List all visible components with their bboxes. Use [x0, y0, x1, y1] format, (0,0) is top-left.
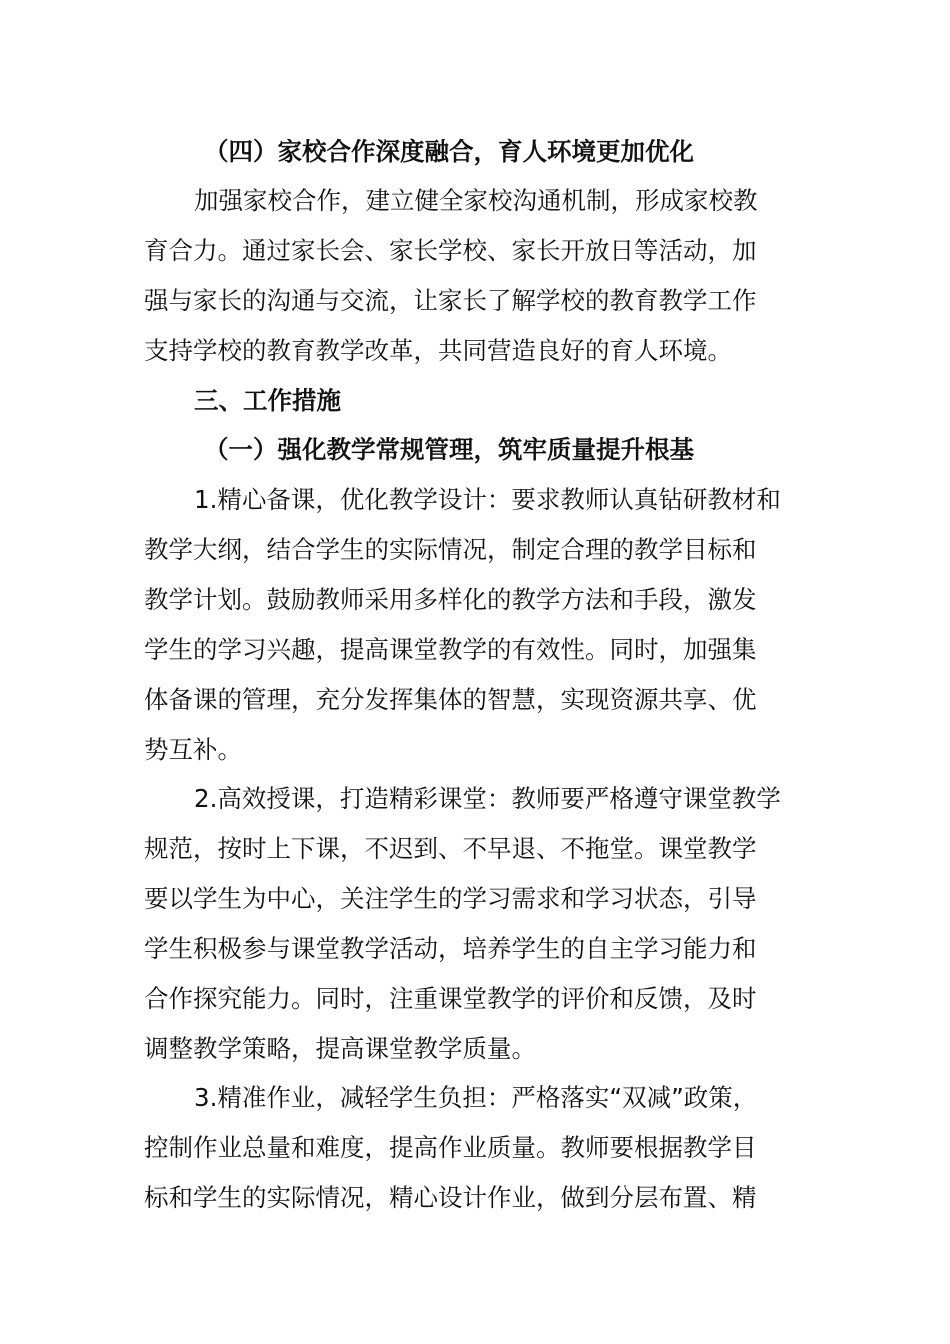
paragraph-line: 2.高效授课，打造精彩课堂：教师要严格遵守课堂教学 — [194, 784, 781, 813]
paragraph-line: 育合力。通过家长会、家长学校、家长开放日等活动，加 — [144, 236, 757, 265]
paragraph-line: 调整教学策略，提高课堂教学质量。 — [144, 1034, 536, 1063]
paragraph-line: 3.精准作业，减轻学生负担：严格落实“双减”政策， — [194, 1083, 758, 1112]
paragraph-line: 标和学生的实际情况，精心设计作业，做到分层布置、精 — [144, 1183, 757, 1212]
paragraph-line: 势互补。 — [144, 735, 242, 764]
section-heading: （一）强化教学常规管理，筑牢质量提升根基 — [204, 435, 694, 464]
paragraph-line: 学生的学习兴趣，提高课堂教学的有效性。同时，加强集 — [144, 635, 757, 664]
paragraph-line: 学生积极参与课堂教学活动，培养学生的自主学习能力和 — [144, 934, 757, 963]
paragraph-line: 控制作业总量和难度，提高作业质量。教师要根据教学目 — [144, 1133, 757, 1162]
chapter-heading: 三、工作措施 — [194, 386, 341, 415]
paragraph-line: 规范，按时上下课，不迟到、不早退、不拖堂。课堂教学 — [144, 834, 757, 863]
paragraph-line: 1.精心备课，优化教学设计：要求教师认真钻研教材和 — [194, 485, 781, 514]
paragraph-line: 要以学生为中心，关注学生的学习需求和学习状态，引导 — [144, 884, 757, 913]
paragraph-line: 教学计划。鼓励教师采用多样化的教学方法和手段，激发 — [144, 585, 757, 614]
section-heading: （四）家校合作深度融合，育人环境更加优化 — [204, 137, 694, 166]
paragraph-line: 强与家长的沟通与交流，让家长了解学校的教育教学工作 — [144, 286, 757, 315]
paragraph-line: 合作探究能力。同时，注重课堂教学的评价和反馈，及时 — [144, 984, 757, 1013]
paragraph-line: 教学大纲，结合学生的实际情况，制定合理的教学目标和 — [144, 535, 757, 564]
paragraph-line: 体备课的管理，充分发挥集体的智慧，实现资源共享、优 — [144, 685, 757, 714]
paragraph-line: 加强家校合作，建立健全家校沟通机制，形成家校教 — [194, 186, 758, 215]
paragraph-line: 支持学校的教育教学改革，共同营造良好的育人环境。 — [144, 336, 732, 365]
